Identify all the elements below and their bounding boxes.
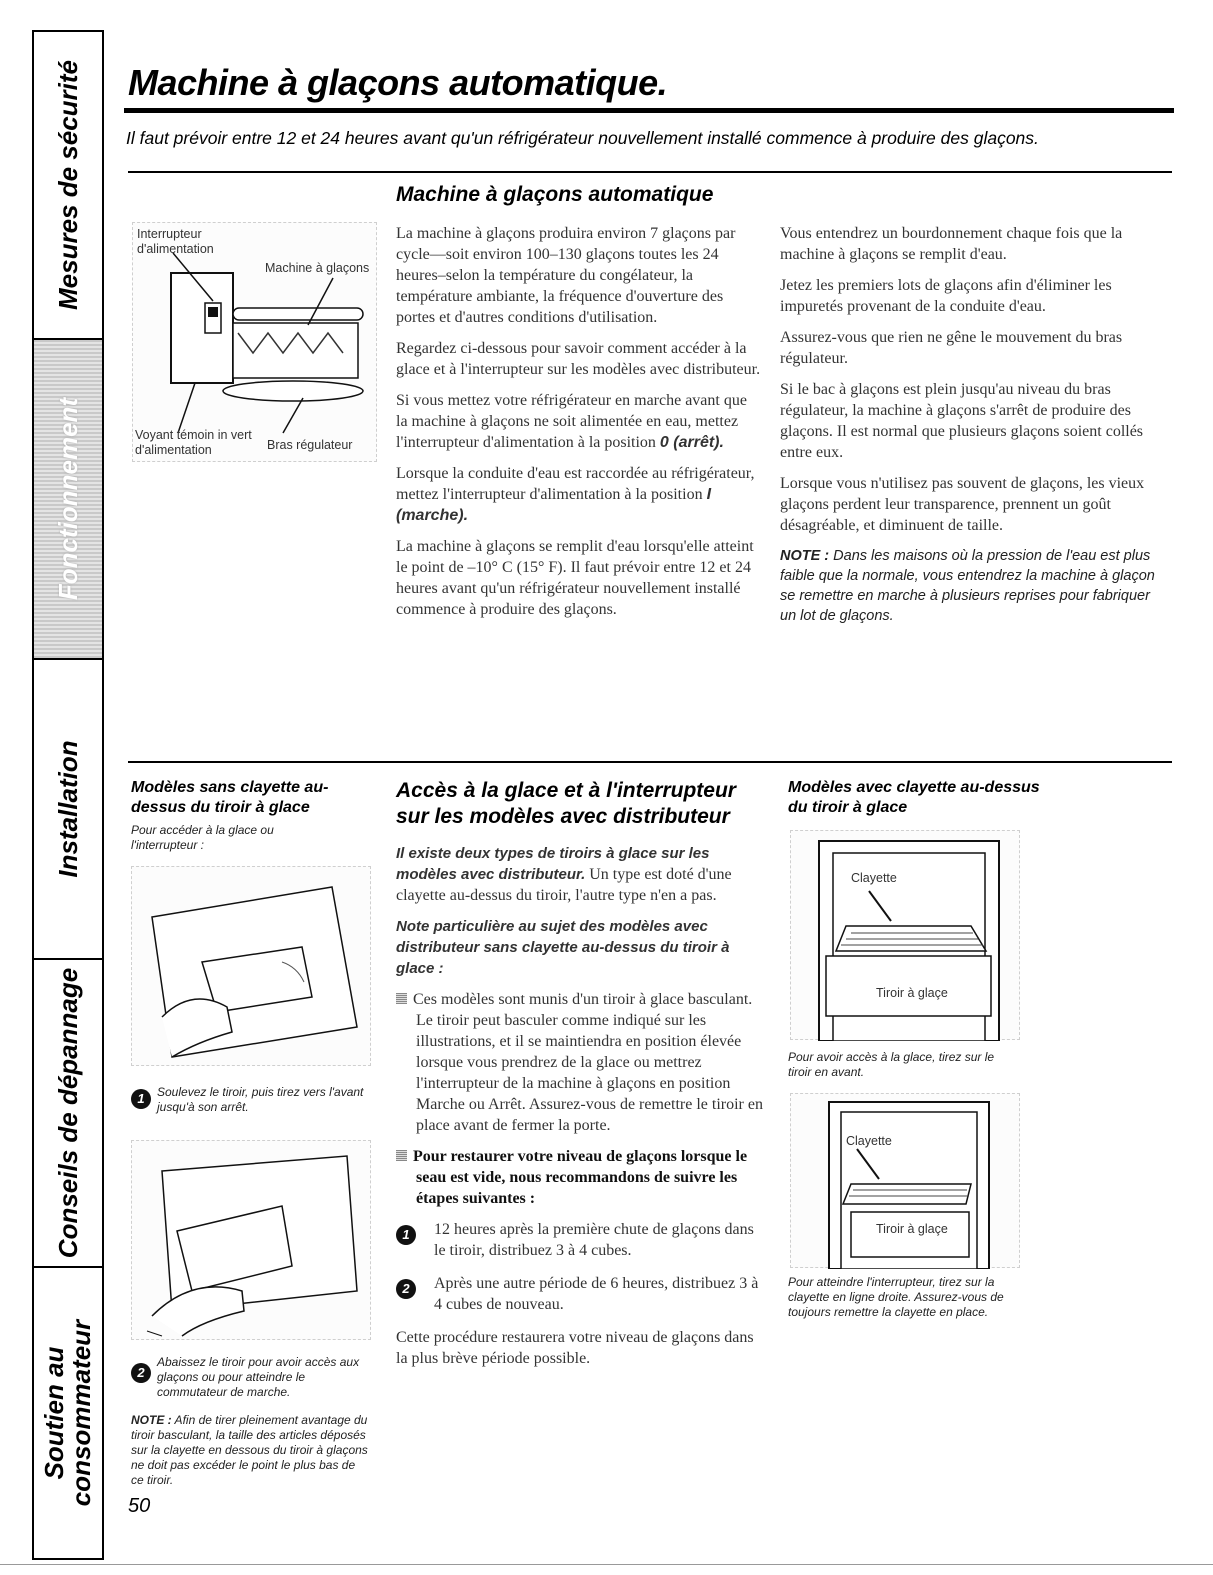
tab-installation[interactable] [34,660,102,960]
tab-fonctionnement[interactable] [34,340,102,660]
note-text: Afin de tirer pleinement avantage du tiroir basculant, la taille des articles déposés sur la clayette en dessous du tiroir à glaçons ne doit pas excéder le point le plus bas de ce tiroir. [131,1413,368,1487]
bullet-icon [396,1150,407,1161]
top-column-2 [780,223,1155,636]
tab-mesures-de-securite[interactable] [34,32,102,340]
label-shelf: Clayette [851,871,897,885]
paragraph [396,843,766,906]
page-number: 50 [128,1495,151,1517]
tab-label: Mesures de sécurité [53,59,83,311]
note-label: NOTE : [131,1413,172,1427]
label-switch: Interrupteur d'alimentation [137,227,214,256]
paragraph: Cette procédure restaurera votre niveau de glaçons dans la plus brève période possible. [396,1329,754,1367]
divider [128,171,1172,173]
emphasis: 0 (arrêt). [659,434,724,451]
step-2 [131,1355,371,1400]
step-2 [396,1273,766,1315]
drawer-lift-drawing [132,867,372,1067]
intro-text: Pour accéder à la glace ou l'interrupteur : [131,823,274,852]
bullet-icon [396,993,407,1004]
tab-label: Soutien au consommateur [39,1319,96,1507]
title-rule [124,108,1174,113]
drawer-lower-drawing [132,1141,372,1341]
step-text: Soulevez le tiroir, puis tirez vers l'avant jusqu'à son arrêt. [157,1085,364,1114]
tab-label: Installation [53,740,83,878]
section-heading: Modèles sans clayette au-dessus du tiroir à glace [131,779,329,816]
drawer-lower-illustration [131,1140,371,1340]
tab-conseils-de-depannage[interactable] [34,960,102,1268]
section-tabs [32,30,104,1560]
paragraph: Regardez ci-dessous pour savoir comment accéder à la glace et à l'interrupteur sur les modèles avec distributeur. [396,340,761,378]
page-subtitle: Il faut prévoir entre 12 et 24 heures avant qu'un réfrigérateur nouvellement installé commence à produire des glaçons. [126,128,1039,148]
lead-bold: Il existe deux types de tiroirs à glace sur les modèles avec distributeur. [396,845,710,883]
tab-label: Fonctionnement [53,397,83,601]
bullet-item [396,989,766,1136]
caption: Pour atteindre l'interrupteur, tirez sur la clayette en ligne droite. Assurez-vous de toujours remettre la clayette en place. [788,1275,1004,1319]
text: Si vous mettez votre réfrigérateur en marche avant que la machine à glaçons ne soit alimentée en eau, mettez l'interrupteur d'alimentation à la position [396,392,747,451]
note-label: NOTE : [780,548,830,564]
section-heading: Machine à glaçons automatique [396,183,714,206]
text: Lorsque la conduite d'eau est raccordée au réfrigérateur, mettez l'interrupteur d'alimentation à la position [396,465,755,503]
shelf-drawer-drawing-2 [791,1094,1021,1269]
divider [128,761,1172,763]
bullet-text: Ces modèles sont munis d'un tiroir à glace basculant. Le tiroir peut basculer comme indiqué sur les illustrations, et il se maintiendra en position élevée lorsque vous prendrez de la glace ou mettrez l'interrupteur de la machine à glaçons en position Marche ou Arrêt. Assurez-vous de remettre le tiroir en place avant de fermer la porte. [413,991,763,1134]
bullet-text: Pour restaurer votre niveau de glaçons lorsque le seau est vide, nous recommandons de suivre les étapes suivantes : [413,1148,748,1207]
emphasis: I (marche). [396,486,712,524]
step-number: 1 [131,1089,151,1109]
paragraph [396,390,761,453]
paragraph: Assurez-vous que rien ne gêne le mouvement du bras régulateur. [780,329,1123,367]
top-column-1 [396,223,761,630]
label-icemaker: Machine à glaçons [265,261,370,275]
shelf-drawer-illustration-2 [790,1093,1020,1268]
bullet-item [396,1146,766,1209]
bottom-edge [0,1564,1213,1565]
step-number: 2 [131,1363,151,1383]
paragraph: Lorsque vous n'utilisez pas souvent de glaçons, les vieux glaçons perdent leur transparence, prennent un goût désagréable, et diminuent de taille. [780,475,1145,534]
note [131,1413,371,1488]
special-heading: Note particulière au sujet des modèles avec distributeur sans clayette au-dessus du tiroir à glace : [396,918,730,977]
icemaker-illustration [132,222,377,462]
step-text: Abaissez le tiroir pour avoir accès aux glaçons ou pour atteindre le commutateur de marche. [157,1355,360,1399]
lead-rest: Un type est doté d'une clayette au-dessus du tiroir, l'autre type n'en a pas. [396,866,732,904]
label-drawer: Tiroir à glaçe [876,986,948,1000]
shelf-drawer-drawing-1 [791,831,1021,1041]
icemaker-drawing [133,223,378,463]
tab-soutien-au-consommateur[interactable] [34,1268,102,1558]
section-heading: Accès à la glace et à l'interrupteur sur les modèles avec distributeur [396,779,736,828]
label-arm: Bras régulateur [267,438,353,452]
page-title: Machine à glaçons automatique. [128,62,668,103]
label-shelf: Clayette [846,1134,892,1148]
paragraph: Jetez les premiers lots de glaçons afin d'éliminer les impuretés provenant de la conduite d'eau. [780,277,1112,315]
note-text: Dans les maisons où la pression de l'eau est plus faible que la normale, vous entendrez la machine à glaçon se remettre en marche à plusieurs reprises pour fabriquer un lot de glaçons. [780,548,1155,624]
paragraph [396,463,761,526]
tab-label: Conseils de dépannage [53,967,83,1259]
paragraph: Vous entendrez un bourdonnement chaque fois que la machine à glaçons se remplit d'eau. [780,225,1123,263]
drawer-lift-illustration [131,866,371,1066]
label-light: Voyant témoin in vert d'alimentation [135,428,252,457]
step-1 [131,1085,371,1115]
paragraph: La machine à glaçons se remplit d'eau lorsqu'elle atteint le point de –10° C (15° F). Il faut prévoir entre 12 et 24 heures avant qu'un réfrigérateur nouvellement installé commence à produire des glaçons. [396,538,754,618]
middle-column [396,843,766,1379]
step-text: Après une autre période de 6 heures, distribuez 3 à 4 cubes de nouveau. [434,1275,759,1313]
section-heading: Modèles avec clayette au-dessus du tiroir à glace [788,779,1040,816]
shelf-drawer-illustration-1 [790,830,1020,1040]
caption: Pour avoir accès à la glace, tirez sur le tiroir en avant. [788,1050,995,1079]
step-number: 2 [396,1279,416,1299]
step-1 [396,1219,766,1261]
note [780,546,1155,626]
step-text: 12 heures après la première chute de glaçons dans le tiroir, distribuez 3 à 4 cubes. [434,1221,754,1259]
paragraph: La machine à glaçons produira environ 7 glaçons par cycle—soit environ 100–130 glaçons toutes les 24 heures–selon la température du congélateur, la température ambiante, la fréquence d'ouverture des portes et d'autres conditions d'utilisation. [396,225,736,326]
label-drawer: Tiroir à glaçe [876,1222,948,1236]
step-number: 1 [396,1225,416,1245]
paragraph: Si le bac à glaçons est plein jusqu'au niveau du bras régulateur, la machine à glaçons s'arrêt de produire des glaçons. Il est normal que plusieurs glaçons soient collés entre eux. [780,381,1144,461]
